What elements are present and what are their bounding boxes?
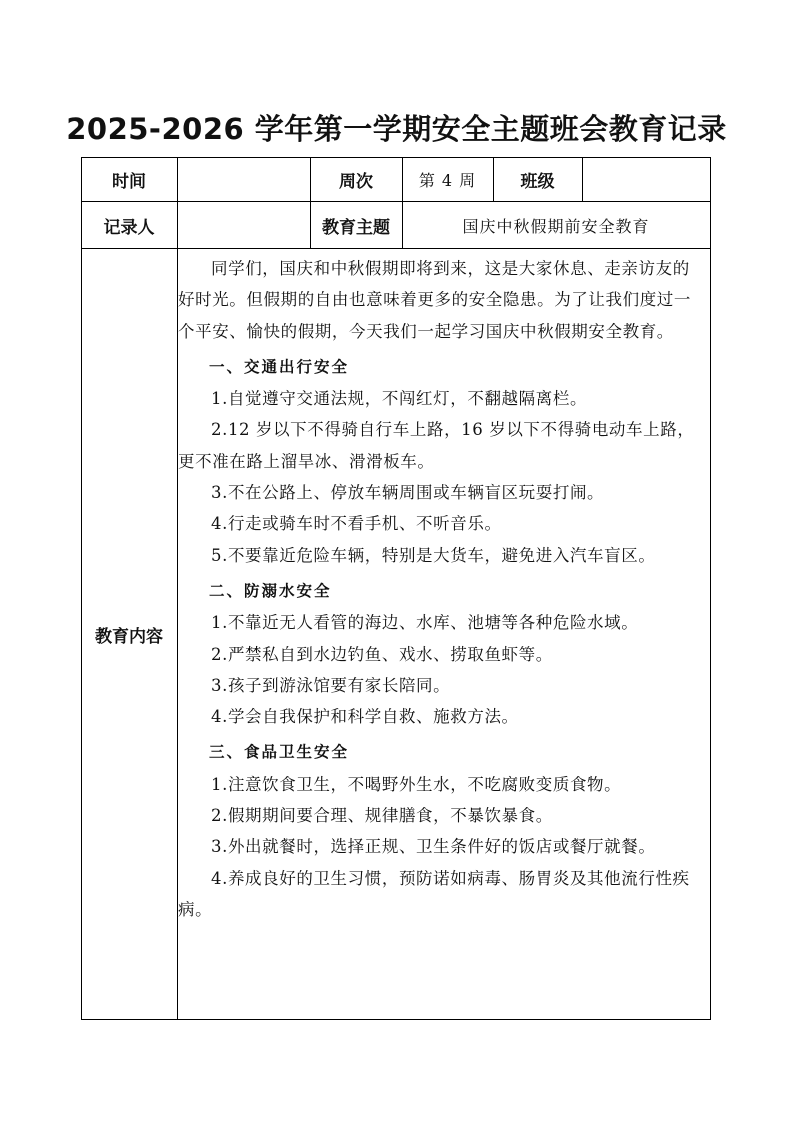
- list-item: 1.不靠近无人看管的海边、水库、池塘等各种危险水域。: [211, 613, 639, 633]
- record-table: [81, 157, 711, 1020]
- recorder-label: 记录人: [103, 217, 155, 238]
- content-label: 教育内容: [95, 626, 163, 647]
- list-item: 5.不要靠近危险车辆，特别是大货车，避免进入汽车盲区。: [211, 545, 656, 565]
- theme-label: 教育主题: [322, 217, 390, 238]
- list-item: 1.自觉遵守交通法规，不闯红灯，不翻越隔离栏。: [211, 389, 588, 409]
- list-item: 4.养成良好的卫生习惯，预防诺如病毒、肠胃炎及其他流行性疾病。: [178, 868, 690, 919]
- time-label: 时间: [112, 171, 146, 192]
- document-title: 2025-2026 学年第一学期安全主题班会教育记录: [66, 112, 727, 146]
- table-border-right: [710, 157, 711, 1020]
- education-content: [178, 253, 705, 925]
- list-item: 2.假期期间要合理、规律膳食，不暴饮暴食。: [211, 806, 553, 826]
- list-item: 3.孩子到游泳馆要有家长陪同。: [211, 675, 451, 695]
- section-heading: 一、交通出行安全: [209, 357, 350, 376]
- section-heading: 三、食品卫生安全: [209, 743, 350, 762]
- list-item: 1.注意饮食卫生，不喝野外生水，不吃腐败变质食物。: [211, 774, 622, 794]
- intro-paragraph: 同学们，国庆和中秋假期即将到来，这是大家休息、走亲访友的好时光。但假期的自由也意味着更多的安全隐患。为了让我们度过一个平安、愉快的假期，今天我们一起学习国庆中秋假期安全教育。: [178, 259, 691, 341]
- week-label: 周次: [339, 171, 373, 192]
- table-border-bottom: [81, 1019, 711, 1020]
- recorder-value: [178, 202, 310, 248]
- list-item: 3.不在公路上、停放车辆周围或车辆盲区玩耍打闹。: [211, 483, 605, 503]
- list-item: 4.行走或骑车时不看手机、不听音乐。: [211, 514, 502, 534]
- class-label: 班级: [520, 171, 555, 192]
- theme-value: 国庆中秋假期前安全教育: [462, 216, 650, 236]
- class-value: [583, 157, 710, 201]
- week-value: 第 4 周: [418, 170, 477, 190]
- list-item: 3.外出就餐时，选择正规、卫生条件好的饭店或餐厅就餐。: [211, 837, 656, 857]
- list-item: 2.严禁私自到水边钓鱼、戏水、捞取鱼虾等。: [211, 644, 553, 664]
- list-item: 2.12 岁以下不得骑自行车上路，16 岁以下不得骑电动车上路，更不准在路上溜旱冰、滑滑板车。: [178, 420, 695, 471]
- time-value: [178, 157, 310, 201]
- list-item: 4.学会自我保护和科学自救、施救方法。: [211, 707, 519, 727]
- section-heading: 二、防溺水安全: [209, 581, 332, 600]
